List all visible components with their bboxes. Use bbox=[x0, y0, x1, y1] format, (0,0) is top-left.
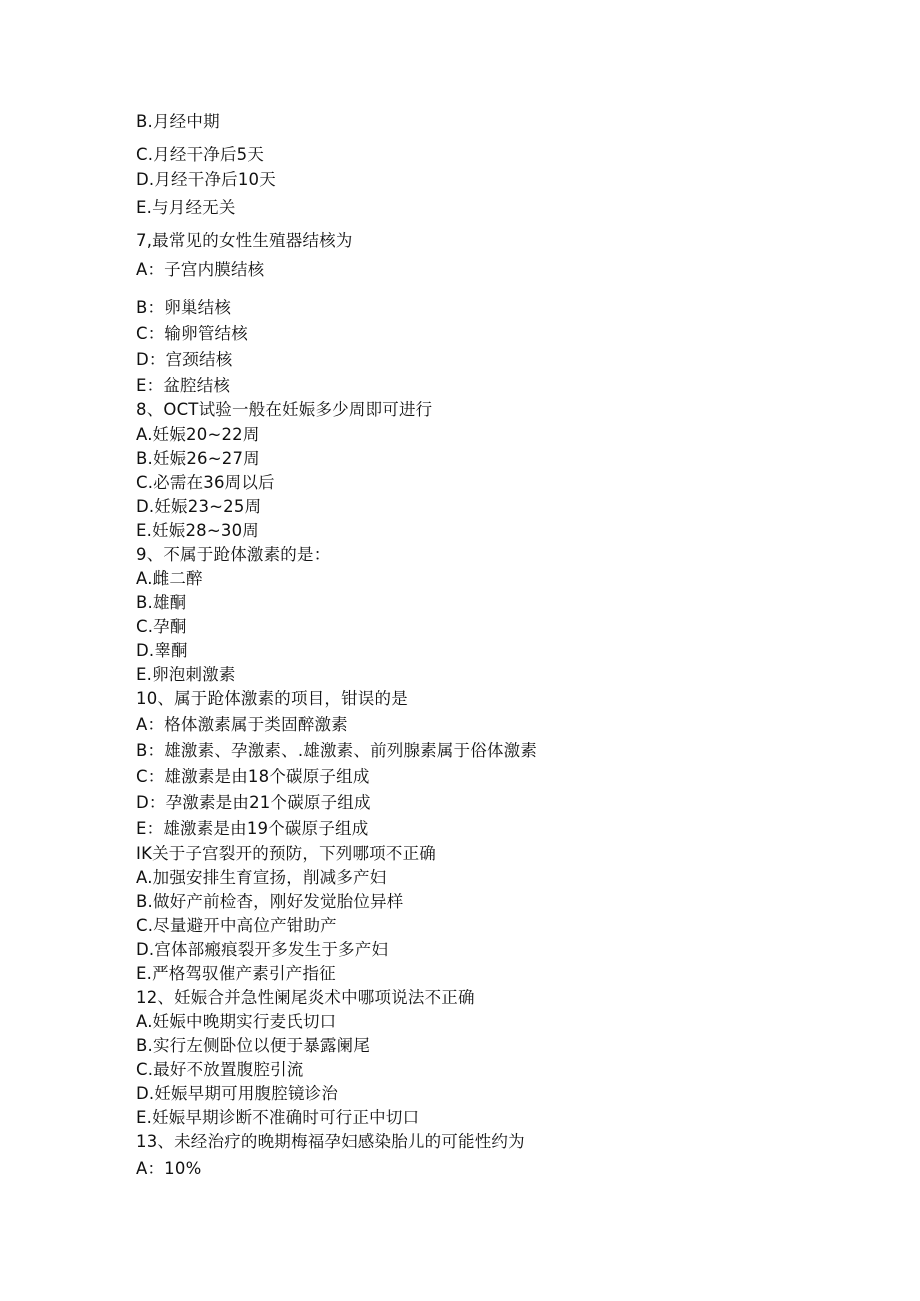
text-line: C.孕酮 bbox=[136, 617, 187, 636]
text-line: A：子宫内膜结核 bbox=[136, 260, 265, 279]
text-line: C：雄激素是由18个碳原子组成 bbox=[136, 767, 370, 786]
text-line: D：宫颈结核 bbox=[136, 350, 233, 369]
question-title: 8、OCT试验一般在妊娠多少周即可进行 bbox=[136, 400, 433, 419]
text-line: D：孕激素是由21个碳原子组成 bbox=[136, 793, 371, 812]
text-line: A.加强安排生育宣扬，削减多产妇 bbox=[136, 868, 387, 887]
text-line: E.卵泡刺激素 bbox=[136, 665, 236, 684]
text-line: E.妊娠早期诊断不准确时可行正中切口 bbox=[136, 1108, 420, 1127]
text-line: C：输卵管结核 bbox=[136, 324, 248, 343]
text-line: A：格体激素属于类固醉激素 bbox=[136, 715, 348, 734]
question-title: 10、属于跄体激素的项目，钳误的是 bbox=[136, 689, 408, 708]
text-line: E.与月经无关 bbox=[136, 198, 236, 217]
text-line: C.尽量避开中高位产钳助产 bbox=[136, 916, 337, 935]
text-line: C.最好不放置腹腔引流 bbox=[136, 1060, 304, 1079]
text-line: C.必需在36周以后 bbox=[136, 473, 275, 492]
text-line: E.妊娠28~30周 bbox=[136, 521, 259, 540]
text-line: B.做好产前检杳，刚好发觉胎位异样 bbox=[136, 892, 404, 911]
text-line: D.月经干净后10天 bbox=[136, 170, 276, 189]
text-line: A.妊娠中晚期实行麦氏切口 bbox=[136, 1012, 337, 1031]
text-line: D.宫体部瘢痕裂开多发生于多产妇 bbox=[136, 940, 389, 959]
text-line: A.妊娠20~22周 bbox=[136, 425, 260, 444]
text-line: D.睾酮 bbox=[136, 641, 188, 660]
text-line: E.严格驾驭催产素引产指征 bbox=[136, 964, 336, 983]
text-line: D.妊娠早期可用腹腔镜诊治 bbox=[136, 1084, 339, 1103]
text-line: B.月经中期 bbox=[136, 112, 220, 131]
question-title: 9、不属于跄体激素的是： bbox=[136, 545, 331, 564]
question-title: 13、未经治疗的晚期梅福孕妇感染胎儿的可能性约为 bbox=[136, 1132, 525, 1151]
text-line: E：雄激素是由19个碳原子组成 bbox=[136, 819, 369, 838]
text-line: A：10% bbox=[136, 1159, 202, 1178]
question-title: IK关于子宫裂开的预防，下列哪项不正确 bbox=[136, 844, 436, 863]
text-line: E：盆腔结核 bbox=[136, 376, 231, 395]
text-line: A.雌二醉 bbox=[136, 569, 203, 588]
text-line: B.雄酮 bbox=[136, 593, 187, 612]
text-line: B：卵巢结核 bbox=[136, 298, 232, 317]
text-line: B.妊娠26~27周 bbox=[136, 449, 260, 468]
question-title: 7,最常见的女性生殖器结核为 bbox=[136, 231, 353, 250]
text-line: B.实行左侧卧位以便于暴露阑尾 bbox=[136, 1036, 371, 1055]
question-title: 12、妊娠合并急性阑尾炎术中哪项说法不正确 bbox=[136, 988, 475, 1007]
text-line: B：雄激素、孕激素、.雄激素、前列腺素属于俗体激素 bbox=[136, 741, 538, 760]
text-line: C.月经干净后5天 bbox=[136, 145, 265, 164]
text-line: D.妊娠23~25周 bbox=[136, 497, 262, 516]
